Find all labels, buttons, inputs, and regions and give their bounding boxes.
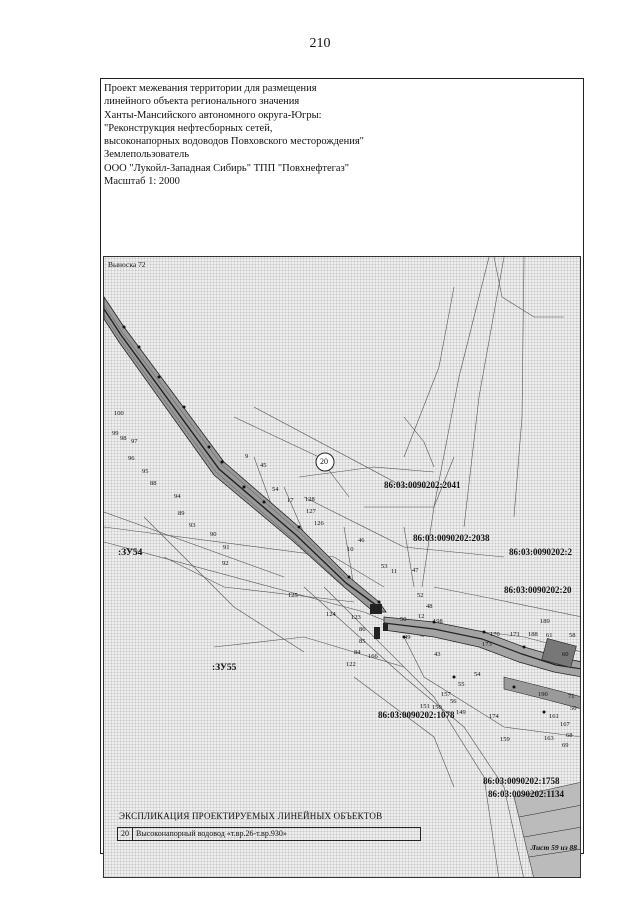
map-sheet-frame (100, 78, 584, 854)
point-label: 123 (351, 614, 361, 621)
point-label: 190 (538, 691, 548, 698)
point-label: 170 (490, 631, 500, 638)
point-label: 54 (272, 486, 279, 493)
point-label: 45 (260, 462, 267, 469)
point-label: 88 (150, 480, 157, 487)
sheet-label: Лист 59 из 88 (530, 843, 577, 852)
point-label: 49 (404, 634, 411, 641)
point-label: 90 (210, 531, 217, 538)
point-label: 173 (482, 641, 492, 648)
header-line: высоконапорных водоводов Повховского месторождения" (104, 136, 364, 148)
point-label: 151 (420, 703, 430, 710)
point-label: 52 (417, 592, 424, 599)
point-label: 46 (358, 537, 365, 544)
point-label: 97 (131, 438, 138, 445)
cadastral-label: 86:03:0090202:1078 (378, 710, 455, 720)
point-label: 58 (569, 632, 576, 639)
point-label: 174 (489, 713, 499, 720)
point-label: 127 (306, 508, 316, 515)
object-marker-label: 20 (320, 457, 328, 466)
point-label: 171 (510, 631, 520, 638)
explication-title: ЭКСПЛИКАЦИЯ ПРОЕКТИРУЕМЫХ ЛИНЕЙНЫХ ОБЪЕКТОВ (119, 811, 383, 821)
point-label: 161 (549, 713, 559, 720)
point-label: 128 (305, 496, 315, 503)
cadastral-label: 86:03:0090202:1758 (483, 776, 560, 786)
point-label: 43 (434, 651, 441, 658)
point-label: 69 (562, 742, 569, 749)
point-label: 159 (500, 736, 510, 743)
point-label: 50 (400, 616, 407, 623)
point-label: 17 (287, 497, 294, 504)
cadastral-label: 86:03:0090202:20 (504, 585, 572, 595)
point-label: 10 (347, 546, 354, 553)
point-label: 99 (112, 430, 119, 437)
point-label: 166 (368, 653, 378, 660)
point-label: 93 (189, 522, 196, 529)
cadastral-label: 86:03:0090202:2038 (413, 533, 490, 543)
point-label: 188 (528, 631, 538, 638)
cadastral-map (103, 256, 581, 878)
point-label: 61 (546, 632, 553, 639)
point-label: 100 (114, 410, 124, 417)
cadastral-label: 86:03:0090202:1134 (488, 789, 564, 799)
header-line: "Реконструкция нефтесборных сетей, (104, 122, 273, 134)
point-label: 198 (433, 618, 443, 625)
point-label: 12 (418, 613, 425, 620)
point-label: 124 (326, 611, 336, 618)
point-label: 98 (120, 435, 127, 442)
point-label: 47 (412, 567, 419, 574)
point-label: 50 (570, 705, 577, 712)
callout-label: Выноска 72 (108, 260, 146, 269)
header-line: Масштаб 1: 2000 (104, 176, 180, 188)
zone-label: :ЗУ54 (118, 548, 143, 558)
point-label: 53 (381, 563, 388, 570)
point-label: 48 (426, 603, 433, 610)
point-label: 122 (346, 661, 356, 668)
cadastral-label: 86:03:0090202:2041 (384, 480, 461, 490)
point-label: 126 (314, 520, 324, 527)
point-label: 95 (142, 468, 149, 475)
point-label: 163 (544, 735, 554, 742)
point-label: 125 (288, 592, 298, 599)
point-label: 55 (458, 681, 465, 688)
header-line: Землепользователь (104, 149, 190, 161)
point-label: 54 (474, 671, 481, 678)
header-line: Проект межевания территории для размещения (104, 83, 317, 94)
point-label: 85 (359, 638, 366, 645)
cadastral-label: 86:03:0090202:2 (509, 547, 572, 557)
point-label: 157 (441, 691, 451, 698)
point-label: 167 (560, 721, 570, 728)
zone-label: :ЗУ55 (212, 663, 237, 673)
point-label: 11 (391, 568, 398, 575)
point-label: 189 (540, 618, 550, 625)
point-label: 92 (222, 560, 229, 567)
header-line: линейного объекта регионального значения (104, 96, 300, 108)
header-block (104, 82, 464, 188)
point-label: 68 (566, 732, 573, 739)
header-line: Ханты-Мансийского автономного округа-Югры: (104, 109, 322, 121)
point-label: 84 (354, 649, 361, 656)
point-label: 150 (432, 704, 442, 711)
explication-row-text: Высоконапорный водовод «т.вр.26-т.вр.930» (136, 829, 287, 838)
point-label: 91 (223, 544, 230, 551)
point-label: 94 (174, 493, 181, 500)
point-label: 9 (245, 453, 249, 460)
point-label: 149 (456, 709, 466, 716)
explication-row (117, 827, 421, 841)
point-label: 56 (450, 698, 457, 705)
point-label: 89 (178, 510, 185, 517)
point-label: 71 (568, 693, 575, 700)
point-label: 96 (128, 455, 135, 462)
page-number: 210 (309, 36, 331, 51)
explication-row-number: 20 (118, 828, 133, 840)
header-line: ООО "Лукойл-Западная Сибирь" ТПП "Повхнефтегаз" (104, 162, 350, 174)
point-label: 60 (562, 651, 569, 658)
point-label: 86 (359, 626, 366, 633)
